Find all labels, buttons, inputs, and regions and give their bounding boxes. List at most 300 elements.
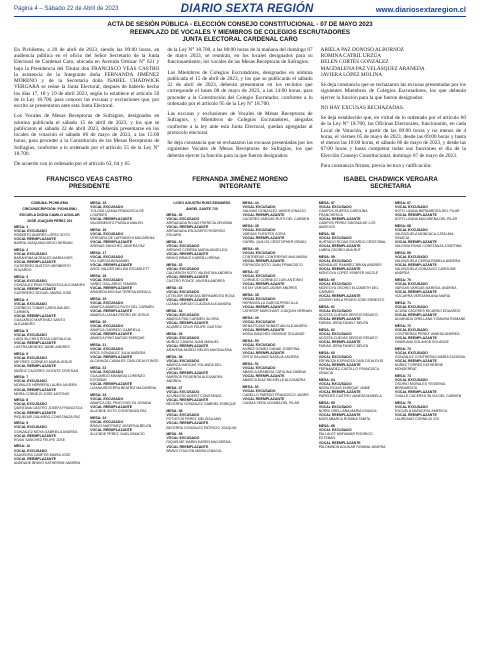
excused-name: ROBERTO ANDRÉS LÓPEZ SOTO: [14, 233, 70, 238]
mesa-entry: [395, 347, 466, 371]
excused-name: ABARCA ABARCA RUTH DEL CARMEN: [90, 305, 154, 310]
list-header: LICEO AGUSTÍN ROSS EDWARDS: [173, 200, 231, 205]
excused-name: HERMOSILLA GARCIA PRISCILLA: [242, 301, 298, 306]
mesa-number: MESA: 19: [90, 297, 107, 302]
replacement-label: VOCAL REEMPLAZANTE: [166, 421, 209, 426]
body-column-3: [321, 47, 466, 173]
paragraph: De acuerdo con lo ordenado por el artículo 63, 64 y 65: [14, 161, 130, 168]
replacement-name: ARANEDA MOLINA TERESA MONICA: [90, 290, 151, 295]
replacement-label: VOCAL REEMPLAZANTE: [318, 440, 361, 445]
mesa-entry: [90, 416, 161, 436]
replacement-name: BECERRA GONZALEZ PATRICIO JOAQUIN: [166, 425, 237, 430]
excused-name: POTHITOS PEREZ MELISSA ANN: [166, 417, 221, 422]
signature-name: FERNANDA JIMÉNEZ MORENO: [192, 176, 288, 184]
mesa-number: MESA: 2: [14, 248, 29, 253]
replacement-label: VOCAL REEMPLAZANTE: [14, 387, 56, 392]
paragraph: Los Vocales de Mesas Receptoras de Sufragios, designados en nómina publicada el sábado 15 de abril de 2023, y los que se publicaron el sábado 22 de abril 2023, deberán presentarse en los locales de votación el sábado 06 de mayo de 2023, a las 15:00 horas, para proceder a la Constitución de las Mesas Receptoras de Sufragios, conforme a lo ordenado por el artículo 55 de la Ley N° 18.700.: [14, 113, 160, 157]
mesa-number: MESA: 65: [318, 401, 335, 406]
excused-name: VALENZUELA CERDA PAMELA ANDREA: [394, 259, 461, 264]
replacement-name: FARIAS JERIA FANELT BELEN: [318, 344, 369, 349]
replacement-label: VOCAL REEMPLAZANTE: [90, 286, 133, 291]
replacement-label: VOCAL REEMPLAZANTE: [14, 433, 56, 438]
excused-name: MORALES HERRERA LAURA JAVIERA: [14, 383, 77, 388]
mesa-number: MESA: 36: [166, 355, 183, 360]
excused-name: ABARCA DEL PINO EVELYN JOHANA: [90, 401, 152, 406]
mesa-number: MESA: 71: [394, 301, 412, 306]
mesa-entry: [319, 305, 390, 325]
replacement-label: VOCAL REEMPLAZANTE: [318, 363, 361, 368]
excused-label: VOCAL EXCUSADO: [394, 378, 428, 383]
replacement-label: VOCAL REEMPLAZANTE: [166, 275, 209, 280]
body-column-2: [167, 47, 312, 173]
mesa-number: MESA: 9: [14, 421, 29, 426]
excused-name: OSORIO MORALES YESSENIA BERNARDITA: [394, 382, 446, 391]
paragraph: Se deja constancia que se rechazaron las excusas presentadas por los siguientes Miembros de Colegios Escrutadores, los que deberán ejercer la función para la que fueron designados:: [320, 82, 466, 101]
divider: [14, 196, 466, 197]
replacement-name: LAUREANO CORNEJO 220: [394, 417, 440, 422]
excused-name: VIU GARCIA BENJAMIN: [90, 259, 129, 264]
excused-name: ABARCA GARRIDO GABRIELA: [90, 328, 141, 333]
replacement-name: NUÑEZ TORRES KATHERINE MONSERRAT: [394, 363, 444, 372]
replacement-label: VOCAL REEMPLAZANTE: [394, 313, 437, 318]
mesa-number: MESA: 69: [394, 250, 412, 255]
excused-name: MONTOYA OSORIO ELIZABETH DEL CARMEN: [318, 286, 379, 295]
name: JAVIERA LÓPEZ MOLINA: [320, 71, 383, 78]
excused-name: GONZALEZ CONTRERAS MARIA EUGENIA: [394, 355, 466, 360]
replacement-name: VALENZUELA GONZALEZ CAROLINE ANDREA: [394, 267, 456, 276]
replacement-label: VOCAL REEMPLAZANTE: [166, 398, 209, 403]
mesa-number: MESA: 68: [394, 223, 412, 228]
replacement-name: ALVARADA ORELLANA YOMAIRA ROMANE: [394, 317, 466, 322]
excused-label: VOCAL EXCUSADO: [166, 313, 200, 318]
excused-name: TOLOSA LIZANA FRANCISCA DE LOURDES: [90, 208, 144, 217]
mesa-entry: [319, 351, 390, 375]
replacement-label: VOCAL REEMPLAZANTE: [14, 364, 56, 369]
mesa-number: MESA: 17: [90, 250, 107, 255]
replacement-name: ARAVENA MUÑOZ BELEN MAGDALENA: [166, 348, 232, 353]
excused-label: VOCAL EXCUSADO: [166, 336, 200, 341]
mesa-number: MESA: 32: [166, 263, 183, 268]
name: ROMINA CATRIL URZÚA: [320, 53, 382, 60]
replacement-name: VIZCARRA VERGARA ANA MARIA: [394, 294, 451, 299]
mesa-number: MESA: 62: [318, 328, 335, 333]
mesa-entry: [166, 432, 237, 452]
excused-name: MUÑOZ CANDIA JUAN MANUEL: [166, 340, 219, 345]
excused-name: ARRANO CORREA MARIA ANGELICA: [166, 248, 228, 253]
list-header: COMUNA: PICHILEMU: [31, 200, 69, 205]
replacement-label: VOCAL REEMPLAZANTE: [394, 390, 437, 395]
headline-line: ACTA DE SESIÓN PÚBLICA - ELECCIÓN CONSEJO CONSTITUCIONAL - 07 DE MAYO 2023: [107, 21, 373, 28]
paragraph: Para constancia firman, previa lectura y ratificación:: [320, 162, 432, 169]
replacement-name: OMAR ANA SOLANGE SOLANGE: [394, 340, 449, 345]
mesa-number: MESA: 3: [14, 275, 29, 280]
body-column-1: [14, 47, 159, 173]
mesa-entry: [395, 278, 466, 298]
excused-label: VOCAL EXCUSADO: [318, 428, 352, 433]
excused-name: NEIRA ROJAS ENRIQUE JAIME: [318, 386, 371, 391]
mesa-entry: [319, 278, 390, 302]
mesa-number: MESA: 39: [166, 432, 183, 437]
excused-label: VOCAL EXCUSADO: [318, 259, 352, 264]
excused-label: VOCAL EXCUSADO: [14, 379, 47, 384]
mesa-entry: [90, 320, 161, 340]
excused-label: VOCAL EXCUSADO: [90, 370, 124, 375]
mesa-number: MESA: 72: [394, 324, 412, 329]
mesa-number: MESA: 48: [242, 292, 259, 297]
excused-name: ESPINOZA ESPINOZA CARLOS ALEXIS: [318, 359, 384, 364]
mesa-number: MESA: 38: [166, 409, 183, 414]
mesa-entry: [14, 352, 85, 372]
excused-label: VOCAL EXCUSADO: [90, 420, 124, 425]
excused-label: VOCAL EXCUSADO: [166, 267, 200, 272]
replacement-label: VOCAL REEMPLAZANTE: [166, 371, 209, 376]
mesa-number: MESA: 7: [14, 375, 29, 380]
replacement-label: VOCAL REEMPLAZANTE: [242, 397, 285, 402]
replacement-label: VOCAL REEMPLAZANTE: [394, 359, 437, 364]
replacement-name: BRAVO BRAVO KAREN LORENA: [166, 256, 220, 261]
excused-name: HURTADO ROJAS RICARDO CRISTOBAL: [318, 240, 387, 245]
excused-name: ABARCA HARGAS YOLANDA DEL CARMEN: [166, 363, 222, 372]
excused-name: BARAHONA MORALES MARIA INES: [14, 256, 73, 261]
paragraph: Los Miembros de Colegios Escrutadores, designados en nómina publicada el 15 de abril de 2023, y los que se publicarán el sábado 22 de abril de 2023, deberán presentarse en los recintos que corresponde el lunes 08 de mayo de 2023, a las 14:00 horas, para proceder a la Constitución del Colegio Escrutador, conforme a lo ordenado por el artículo 95 de la Ley N° 18.700.: [167, 69, 313, 107]
headline-line: JUNTA ELECTORAL CARDENAL CARO: [182, 36, 298, 44]
excused-name: SAAVEDRA CAMPOS MARIA JOSE: [14, 452, 71, 457]
excused-label: VOCAL EXCUSADO: [394, 305, 428, 310]
excused-label: VOCAL EXCUSADO: [394, 255, 428, 259]
mesa-entry: [90, 366, 161, 390]
mesa-list-column: [319, 201, 390, 468]
name: MAGDALENA PAZ VELÁSQUEZ ARANEDA: [320, 65, 425, 72]
paragraph: NO HAY EXCUSAS RECHAZADAS.: [320, 104, 405, 111]
excused-label: VOCAL EXCUSADO: [90, 255, 124, 259]
mesa-lists: [14, 201, 466, 468]
excused-label: VOCAL EXCUSADO: [394, 328, 428, 333]
paragraph: de la Ley N° 18.700, a las 08:00 horas de la mañana del domingo 07 de mayo 2023, se reunirán, en los locales designados para su funcionamiento, los vocales de las Mesas Receptoras de Sufragios.: [167, 46, 313, 66]
mesa-number: MESA: 18: [90, 273, 107, 278]
excused-label: VOCAL EXCUSADO: [166, 244, 200, 249]
replacement-name: ESPINOZA SOTO JUAN FRANCISCO: [242, 263, 303, 268]
mesa-entry: [14, 444, 85, 464]
mesa-entry: [90, 228, 161, 248]
excused-label: VOCAL EXCUSADO: [90, 397, 124, 402]
mesa-entry: [166, 386, 237, 406]
mesa-entry: [166, 409, 237, 429]
mesa-number: MESA: 57: [318, 200, 335, 205]
excused-name: SOTO LIZANA BERNARDITA DEL PILAR: [394, 208, 460, 213]
excused-name: CAMPOS HUERTA CAROLINA FRANCHESCA: [318, 208, 368, 217]
signature-block: [14, 176, 165, 191]
excused-label: VOCAL EXCUSADO: [166, 390, 200, 395]
replacement-label: VOCAL REEMPLAZANTE: [166, 344, 209, 349]
replacement-label: VOCAL REEMPLAZANTE: [318, 294, 361, 299]
excused-label: VOCAL EXCUSADO: [90, 347, 124, 352]
excused-label: VOCAL EXCUSADO: [166, 436, 200, 441]
mesa-list-column: [395, 201, 466, 468]
excused-name: ACOSTA CUEVAS SERGIO RENATO: [318, 336, 378, 341]
excused-label: VOCAL EXCUSADO: [242, 250, 276, 255]
replacement-name: LABRA OSORIO ANA RUT: [318, 248, 361, 253]
mesa-entry: [319, 328, 390, 348]
mesa-entry: [166, 286, 237, 306]
replacement-name: PALOMINOS AGUILAR ROMINA JAVIERA: [318, 444, 386, 449]
replacement-label: VOCAL REEMPLAZANTE: [14, 341, 56, 346]
excused-name: MONSALVE RAMIREZ BRIAN ANDRES: [318, 263, 382, 268]
excused-label: VOCAL EXCUSADO: [14, 425, 47, 430]
page-info: Página 4 – Sábado 22 de Abril de 2023: [14, 6, 119, 12]
mesa-number: MESA: 61: [318, 305, 335, 310]
replacement-name: OSORIO MELA PEDRO JOSE ERNESTO: [318, 298, 385, 303]
mesa-entry: [243, 385, 314, 405]
excused-name: NORRI ORELLANA MARIA IGNACIA: [318, 409, 377, 414]
mesa-entry: [14, 329, 85, 349]
name: ARIELA PAZ DONOSO ALBORNOZ: [320, 46, 404, 53]
replacement-name: BARRA JOAQUINA DIEGO HERNAN: [14, 241, 73, 246]
excused-name: CALDERON SOTO VALENTINA ANDREA: [166, 271, 232, 276]
excused-name: LARA VILCHES ROSA CANTALICIA: [14, 337, 71, 342]
excused-label: VOCAL EXCUSADO: [242, 366, 276, 371]
replacement-label: VOCAL REEMPLAZANTE: [14, 456, 56, 461]
excused-label: VOCAL EXCUSADO: [14, 448, 47, 453]
excused-label: VOCAL EXCUSADO: [166, 359, 200, 364]
replacement-label: VOCAL REEMPLAZANTE: [166, 444, 209, 449]
mesa-number: MESA: 4: [14, 298, 29, 303]
replacement-label: VOCAL REEMPLAZANTE: [318, 413, 361, 418]
replacement-label: VOCAL REEMPLAZANTE: [318, 217, 361, 222]
excused-label: VOCAL EXCUSADO: [394, 405, 428, 410]
replacement-name: ALLENDE SOTO CONSTANZA PAZ: [90, 409, 147, 414]
mesa-entry: [14, 375, 85, 395]
excused-label: VOCAL EXCUSADO: [14, 229, 47, 234]
mesa-number: MESA: 51: [242, 362, 259, 367]
replacement-name: GUAJARDO MARTINEZ SANTO ALEJANDRO: [14, 318, 66, 327]
replacement-label: VOCAL REEMPLAZANTE: [318, 267, 361, 272]
replacement-name: CARRIL QUILOS CRISTOPHER ISRAEL: [242, 240, 307, 245]
replacement-label: VOCAL REEMPLAZANTE: [318, 244, 361, 249]
replacement-label: VOCAL REEMPLAZANTE: [90, 428, 133, 433]
mesa-number: MESA: 66: [318, 424, 335, 429]
signature-name: ISABEL CHADWICK VERGARA: [343, 176, 438, 184]
excused-name: GONZALEZ PINO FRANCISCA ALEJANDRA: [14, 283, 85, 288]
excused-name: CABELLO PAREDO FRANCISCO JAVIER: [242, 393, 309, 398]
paragraph: Se deja establecido que, en virtud de lo ordenado por el artículo 60 de la Ley N° 18.700, las Oficinas Electorales, funcionarán, en cada Local de Votación, a partir de las 09:00 horas y no menos de 4 horas, el viernes 05 de mayo de 2023, desde las 09:00 horas y hasta el menos las 18:00 horas, el sábado 06 de mayo de 2023, y desde las 07:00 horas y hasta completar todas sus funciones el día de la Elección Consejo Constitucional, domingo 07 de mayo de 2023.: [320, 115, 466, 159]
excused-label: VOCAL EXCUSADO: [90, 204, 124, 209]
excused-name: VARGAS VARGAS MARISOL ANDREA: [394, 286, 457, 291]
mesa-number: MESA: 30: [166, 212, 183, 217]
mesa-number: MESA: 33: [166, 286, 183, 291]
mesa-number: MESA: 23: [90, 393, 107, 398]
list-subheader: JOSÉ JOAQUÍN PÉREZ 291: [26, 218, 73, 223]
excused-name: YAÑEZ GALLARDO TAMARA: [90, 282, 137, 287]
mesa-entry: [319, 401, 390, 421]
excused-label: VOCAL EXCUSADO: [90, 231, 124, 236]
excused-name: BRAVO MARTINEZ JOSEFINA BELEN: [90, 424, 152, 429]
excused-label: VOCAL EXCUSADO: [14, 333, 47, 338]
mesa-number: MESA: 37: [166, 386, 183, 391]
mesa-entry: [395, 324, 466, 344]
excused-label: VOCAL EXCUSADO: [166, 290, 200, 295]
replacement-label: VOCAL REEMPLAZANTE: [394, 240, 437, 245]
mesa-entry: [166, 213, 237, 237]
excused-name: VERGARA DE LAFRANCHI MACARENA: [90, 236, 155, 241]
mesa-number: MESA: 35: [166, 332, 183, 337]
replacement-name: CAMPOS PEREZ SIDONIA DE LOS ANGELES: [318, 221, 376, 230]
replacement-name: RIVAS SANCHEZ FELIPE JOSE: [14, 437, 66, 442]
excused-label: VOCAL EXCUSADO: [318, 236, 352, 241]
name: BELEN CORTÉS GONZÁLEZ: [320, 59, 389, 66]
mesa-entry: [395, 201, 466, 221]
excused-label: VOCAL EXCUSADO: [318, 332, 352, 337]
replacement-label: VOCAL REEMPLAZANTE: [90, 217, 133, 222]
excused-label: VOCAL EXCUSADO: [14, 279, 47, 284]
replacement-label: VOCAL REEMPLAZANTE: [394, 212, 437, 217]
mesa-number: MESA: 1: [14, 225, 29, 230]
replacement-label: VOCAL REEMPLAZANTE: [14, 410, 56, 415]
replacement-name: MONTOYA LOPEZ YENIFER NICOLE: [318, 271, 379, 276]
excused-label: VOCAL EXCUSADO: [242, 297, 276, 302]
mesa-entry: [14, 248, 85, 272]
excused-label: VOCAL EXCUSADO: [242, 389, 276, 394]
mesa-list-column: [166, 201, 237, 468]
rejected-names: [321, 47, 466, 78]
replacement-label: VOCAL REEMPLAZANTE: [394, 263, 437, 268]
excused-name: CONTRERAS PEREZ VANESA ANDREA: [394, 332, 460, 337]
mesa-entry: [14, 398, 85, 418]
mesa-number: MESA: 49: [242, 316, 259, 320]
excused-label: VOCAL EXCUSADO: [242, 204, 276, 209]
mesa-entry: [395, 224, 466, 248]
replacement-name: GUTIERREZ BUSTOS HERIBERTO EDUARDO: [14, 264, 71, 273]
replacement-name: ALCAYAGA CANALES CARLOS ALFONSO: [90, 359, 159, 364]
mesa-number: MESA: 70: [394, 278, 412, 283]
mesa-number: MESA: 58: [318, 231, 335, 236]
mesa-entry: [319, 232, 390, 252]
mesa-number: MESA: 67: [394, 200, 412, 205]
mesa-list-column: [243, 201, 314, 468]
mesa-number: MESA: 45: [242, 223, 259, 228]
signature-role: INTEGRANTE: [219, 183, 261, 191]
replacement-label: VOCAL REEMPLAZANTE: [90, 382, 133, 387]
mesa-number: MESA: 46: [242, 246, 259, 251]
excused-name: SALINAS GONZALEZ JAVIER IGNACIO: [242, 208, 306, 213]
replacement-label: VOCAL REEMPLAZANTE: [90, 309, 133, 314]
excused-name: ACUÑA ESCUDERO CONSTANZA: [166, 394, 222, 399]
signature-block: [315, 176, 466, 191]
signature-role: PRESIDENTE: [68, 183, 110, 191]
mesa-entry: [90, 251, 161, 271]
replacement-label: VOCAL REEMPLAZANTE: [166, 252, 209, 257]
replacement-name: BARRIOS FIGUEROA ALEJANDRA ANDREA: [166, 375, 223, 384]
mesa-number: MESA: 16: [90, 227, 107, 232]
mesa-entry: [243, 316, 314, 336]
replacement-name: GUERRERO SEGUEL MARIA JOSE: [14, 291, 72, 296]
mesa-entry: [14, 298, 85, 326]
replacement-label: VOCAL REEMPLAZANTE: [318, 340, 361, 345]
excused-name: CONTRERAS CONTRERAS ANA MARIA: [242, 255, 308, 259]
excused-label: VOCAL EXCUSADO: [166, 413, 200, 418]
excused-name: ACOSTA CUEVAS SERGIO RENATO: [318, 313, 378, 318]
replacement-name: ALVAREZ CELIS FELIPE GASTON: [166, 325, 222, 330]
replacement-name: SOTO LIZANA MACARENA DEL PILAR: [394, 217, 458, 222]
replacement-label: VOCAL REEMPLAZANTE: [242, 212, 285, 217]
replacement-name: ABARCA PINO MATIAS ENRIQUE: [90, 336, 145, 341]
replacement-name: MUÑOZ CACERES VICENTE CRISTIAN: [14, 368, 79, 373]
mesa-entry: [90, 297, 161, 317]
replacement-label: VOCAL REEMPLAZANTE: [90, 263, 133, 268]
replacement-label: VOCAL REEMPLAZANTE: [14, 237, 56, 242]
excused-label: VOCAL EXCUSADO: [14, 302, 47, 307]
replacement-label: VOCAL REEMPLAZANTE: [90, 355, 133, 360]
replacement-name: LIZANA BECERRA BEATRIZ MACARENA: [90, 386, 157, 391]
replacement-label: VOCAL REEMPLAZANTE: [242, 305, 285, 310]
replacement-label: VOCAL REEMPLAZANTE: [394, 413, 437, 418]
replacement-label: VOCAL REEMPLAZANTE: [166, 298, 209, 303]
mesa-entry: [243, 339, 314, 359]
mesa-entry: [166, 240, 237, 260]
signature-block: [165, 176, 316, 191]
replacement-name: ESTAY VARGAS JAVIER ANDRES: [242, 286, 298, 291]
mesa-number: MESA: 8: [14, 398, 29, 403]
replacement-name: CASTRO PONCE JAVIERA ANDREA: [166, 279, 225, 284]
mesa-number: MESA: 15: [90, 200, 107, 205]
mesa-entry: [166, 355, 237, 383]
replacement-name: FERNANDEZ CASTILLO FRANCISCA IGNACIA: [318, 367, 379, 376]
mesa-entry: [243, 270, 314, 290]
website-url[interactable]: www.diariosextaregion.cl: [375, 4, 466, 14]
replacement-name: OVALLE CACERES SILVIA DEL CARMEN: [394, 394, 462, 399]
excused-label: VOCAL EXCUSADO: [394, 204, 428, 209]
replacement-name: MORI ABARCA ROMINA TABITA: [318, 417, 371, 422]
replacement-name: CACERES VARGAS RUTH DEL CARMEN: [242, 217, 310, 222]
replacement-name: FARIAS JERIA FANELT BELEN: [318, 321, 369, 326]
excused-name: CORNEJO TOBAR CAROLINA DEL CARMEN: [14, 306, 71, 315]
replacement-name: ABARCA LIZANA PEDRO DE JESUS: [90, 313, 149, 318]
masthead: [14, 2, 466, 17]
mesa-number: MESA: 24: [90, 416, 107, 421]
excused-label: VOCAL EXCUSADO: [318, 309, 352, 314]
replacement-name: LASTRA MENDEZ JAIME ANDRES: [14, 345, 70, 350]
excused-label: VOCAL EXCUSADO: [394, 282, 428, 287]
excused-name: NUÑEZ GOMEZ DANAE JOSEFINA: [242, 347, 300, 352]
replacement-name: RIQUELME GALARDO CONSTANZA PAZ: [14, 414, 80, 419]
newspaper-title: DIARIO SEXTA REGIÓN: [180, 3, 314, 15]
mesa-number: MESA: 21: [90, 343, 107, 348]
replacement-name: ABARCA DIAZ MICHELLE ALEJANDRA: [242, 378, 306, 383]
mesa-entry: [14, 225, 85, 245]
excused-name: MENA ROJAS SEBASTIAN ALEJANDRO: [242, 324, 308, 329]
replacement-name: PAREDES CASTRO VANESA MARIELA: [318, 394, 382, 399]
mesa-number: MESA: 6: [14, 352, 29, 357]
mesa-entry: [395, 251, 466, 275]
replacement-name: ARENAS SANCHEZ JAVIERA PAZ: [90, 244, 145, 249]
list-subheader: ESCUELA DIGNA CAMILO AGUILAR: [19, 212, 80, 217]
excused-label: VOCAL EXCUSADO: [90, 278, 124, 283]
mesa-number: MESA: 31: [166, 240, 183, 245]
replacement-label: VOCAL REEMPLAZANTE: [318, 390, 361, 395]
replacement-label: VOCAL REEMPLAZANTE: [14, 287, 56, 292]
mesa-number: MESA: 75: [394, 401, 412, 406]
replacement-label: VOCAL REEMPLAZANTE: [242, 328, 285, 333]
mesa-entry: [90, 274, 161, 294]
mesa-entry: [243, 293, 314, 313]
replacement-label: VOCAL REEMPLAZANTE: [14, 260, 56, 265]
signature-role: SECRETARIA: [370, 183, 412, 191]
mesa-entry: [319, 255, 390, 275]
mesa-number: MESA: 47: [242, 269, 259, 274]
excused-label: VOCAL EXCUSADO: [14, 356, 47, 361]
paragraph: Las excusas y exclusiones de Vocales de Mesas Receptoras de Sufragios, y Miembros de Colegios Escrutadores, alegadas conforme a la ley ante esta Junta Electoral, quedan agregadas al protocolo electoral.: [167, 111, 313, 136]
mesa-number: MESA: 10: [14, 444, 31, 449]
excused-label: VOCAL EXCUSADO: [242, 227, 276, 232]
